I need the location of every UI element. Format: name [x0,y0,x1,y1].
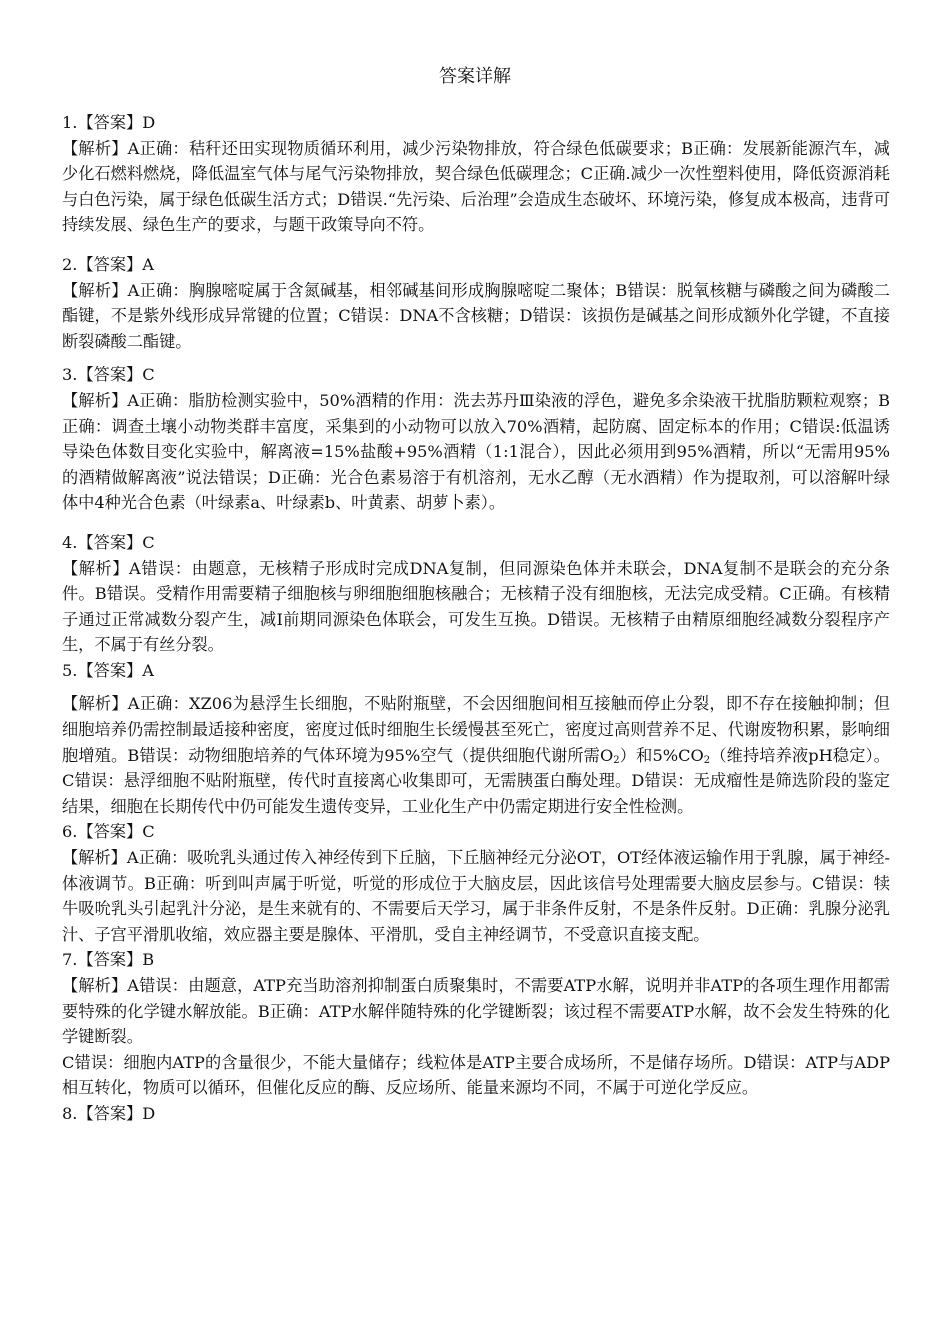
answer-line: 7.【答案】B [62,950,155,970]
question-6 [62,819,890,947]
question-8 [62,1101,890,1127]
answer-line: 2.【答案】A [62,254,154,274]
answer-line: 3.【答案】C [62,365,155,385]
answer-list [62,110,890,1127]
answer-line: 8.【答案】D [62,1103,156,1123]
question-3 [62,362,890,516]
explanation-text: 【解析】A正确：吸吮乳头通过传入神经传到下丘脑，下丘脑神经元分泌OT，OT经体液运输作用于乳腺，属于神经- 体液调节。B正确：听到叫声属于听觉，听觉的形成位于大脑皮层，因此该信号处理需要大脑皮层参与。C错误：犊牛吸吮乳头引起乳汁分泌，是生来就有的、不需要后天学习，属于非条件反射，不是条件反射。D正确：乳腺分泌乳汁、子宫平滑肌收缩，效应器主要是腺体、平滑肌，受自主神经调节，不受意识直接支配。 [62,848,890,944]
explanation-text: 【解析】A正确：脂肪检测实验中，50%酒精的作用：洗去苏丹Ⅲ染液的浮色，避免多余染液干扰脂肪颗粒观察；B正确：调查土壤小动物类群丰富度，采集到的小动物可以放入70%酒精，起防腐、固定标本的作用；C错误:低温诱导染色体数目变化实验中，解离液=15%盐酸+95%酒精（1:1混合），因此必须用到95%酒精，所以“无需用95%的酒精做解离液”说法错误；D正确：光合色素易溶于有机溶剂，无水乙醇（无水酒精）作为提取剂，可以溶解叶绿体中4种光合色素（叶绿素a、叶绿素b、叶黄素、胡萝卜素）。 [62,390,890,513]
answer-line: 4.【答案】C [62,532,155,552]
question-1 [62,110,890,238]
question-5 [62,658,890,820]
explanation-text: 【解析】A正确：秸秆还田实现物质循环利用，减少污染物排放，符合绿色低碳要求；B正确：发展新能源汽车，减少化石燃料燃烧，降低温室气体与尾气污染物排放，契合绿色低碳理念；C正确.减少一次性塑料使用，降低资源消耗与白色污染，属于绿色低碳生活方式；D错误.“先污染、后治理”会造成生态破坏、环境污染，修复成本极高，违背可持续发展、绿色生产的要求，与题干政策导向不符。 [62,138,890,235]
explanation-text: 【解析】A正确：胸腺嘧啶属于含氮碱基，相邻碱基间形成胸腺嘧啶二聚体；B错误：脱氧核糖与磷酸之间为磷酸二酯键，不是紫外线形成异常键的位置；C错误：DNA不含核糖；D错误：该损伤是碱基之间形成额外化学键，不直接断裂磷酸二酯键。 [62,280,890,351]
explanation-text-continued: C错误：细胞内ATP的含量很少，不能大量储存；线粒体是ATP主要合成场所，不是储存场所。D错误：ATP与ADP相互转化，物质可以循环，但催化反应的酶、反应场所、能量来源均不同，不属于可逆化学反应。 [62,1052,890,1098]
question-7 [62,947,890,1101]
answer-line: 5.【答案】A [62,660,154,680]
explanation-text: 【解析】A错误：由题意，无核精子形成时完成DNA复制，但同源染色体并未联会，DNA复制不是联会的充分条件。B错误。受精作用需要精子细胞核与卵细胞细胞核融合；无核精子没有细胞核，无法完成受精。C正确。有核精子通过正常减数分裂产生，减Ⅰ前期同源染色体联会，可发生互换。D错误。无核精子由精原细胞经减数分裂程序产生，不属于有丝分裂。 [62,558,890,655]
question-4 [62,530,890,658]
question-2 [62,252,890,354]
answer-line: 1.【答案】D [62,113,156,132]
explanation-text: 【解析】A正确：XZ06为悬浮生长细胞，不贴附瓶壁，不会因细胞间相互接触而停止分裂，即不存在接触抑制；但细胞培养仍需控制最适接种密度，密度过低时细胞生长缓慢甚至死亡，密度过高则营养不足、代谢废物积累，影响细胞增殖。B错误：动物细胞培养的气体环境为95%空气（提供细胞代谢所需$O_2$）和$5\%CO_2$（维持培养液pH稳定）。C错误：悬浮细胞不贴附瓶壁，传代时直接离心收集即可，无需胰蛋白酶处理。D错误：无成瘤性是筛选阶段的鉴定结果，细胞在长期传代中仍可能发生遗传变异，工业化生产中仍需定期进行安全性检测。 [62,694,890,816]
page-title: 答案详解 [439,66,511,87]
answer-line: 6.【答案】C [62,822,155,842]
explanation-text: 【解析】A错误：由题意，ATP充当助溶剂抑制蛋白质聚集时，不需要ATP水解，说明并非ATP的各项生理作用都需要特殊的化学键水解放能。B正确：ATP水解伴随特殊的化学键断裂；该过程不需要ATP水解，故不会发生特殊的化学键断裂。 [62,976,890,1047]
